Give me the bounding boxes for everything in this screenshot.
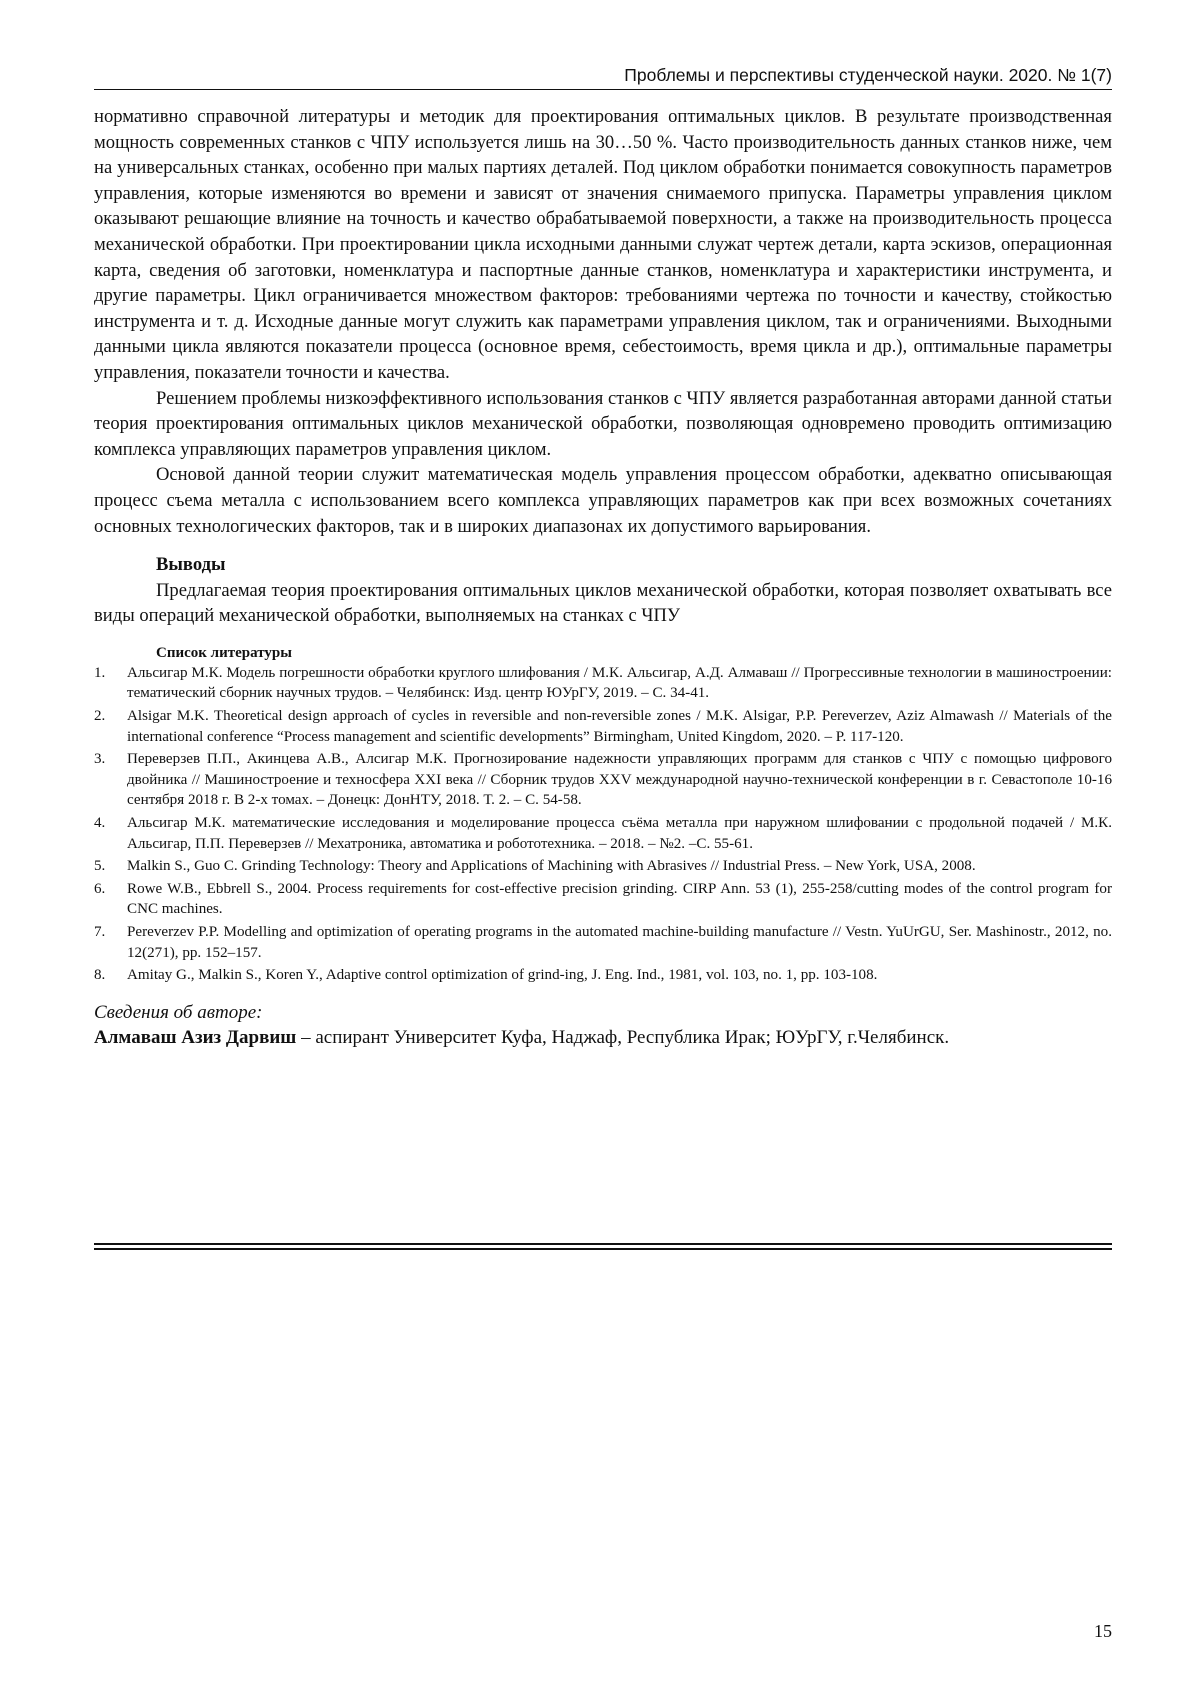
reference-text: Amitay G., Malkin S., Koren Y., Adaptive control optimization of grind-ing, J. Eng. Ind., 1981, vol. 103, no. 1, pp. 103-108. (127, 967, 878, 984)
reference-item (94, 813, 1112, 854)
reference-text: Pereverzev P.P. Modelling and optimization of operating programs in the automated machine-building manufacture // Vestn. YuUrGU, Ser. Mashinostr., 2012, no. 12(271), pp. 152–157. (127, 924, 1112, 961)
author-name: Алмаваш Азиз Дарвиш (94, 1026, 297, 1048)
reference-text: Переверзев П.П., Акинцева А.В., Алсигар М.К. Прогнозирование надежности управляющих программ для станков с ЧПУ с помощью цифрового двойника // Машиностроение и техносфера XXI века // Сборник трудов XXV международной научно-технической конференции в г. Севастополе 10-16 сентября 2018 г. В 2-х томах. – Донецк: ДонНТУ, 2018. Т. 2. – С. 54-58. (127, 751, 1112, 809)
header-rule (94, 89, 1112, 90)
reference-number: 8. (94, 967, 106, 984)
conclusions-title: Выводы (156, 554, 226, 576)
reference-item (94, 965, 1112, 986)
reference-number: 4. (94, 815, 106, 832)
reference-number: 7. (94, 924, 106, 940)
author-description: – аспирант Университет Куфа, Наджаф, Республика Ирак; ЮУрГУ, г.Челябинск. (296, 1026, 950, 1048)
reference-text: Альсигар М.К. Модель погрешности обработки круглого шлифования / М.К. Альсигар, А.Д. Алмаваш // Прогрессивные технологии в машиностроении: тематический сборник научных трудов. – Челябинск: Изд. центр ЮУрГУ, 2019. – С. 34-41. (127, 664, 1112, 702)
page-content (94, 104, 1112, 1050)
body-paragraph-1: нормативно справочной литературы и методик для проектирования оптимальных циклов. В результате производственная мощность современных станков с ЧПУ используется лишь на 30…50 %. Часто производительность данных станков ниже, чем на универсальных станках, особенно при малых партиях деталей. Под циклом обработки понимается совокупность параметров управления, которые изменяются во времени и зависят от значения снимаемого припуска. Параметры управления циклом оказывают решающие влияние на точность и качество обрабатываемой поверхности, а также на производительность процесса механической обработки. При проектировании цикла исходными данными служат чертеж детали, карта эскизов, операционная карта, сведения об заготовки, номенклатура и паспортные данные станков, номенклатура и характеристики инструмента, и другие параметры. Цикл ограничивается множеством факторов: требованиями чертежа по точности и качеству, стойкостью инструмента и т. д. Исходные данные могут служить как параметрами управления циклом, так и ограничениями. Выходными данными цикла являются показатели процесса (основное время, себестоимость, время цикла и др.), оптимальные параметры управления, показатели точности и качества. (94, 106, 1112, 383)
reference-item (94, 922, 1112, 963)
reference-item (94, 856, 1112, 877)
reference-item (94, 706, 1112, 747)
reference-text: Альсигар М.К. математические исследования и моделирование процесса съёма металла при наружном шлифовании с продольной подачей / М.К. Альсигар, П.П. Переверзев // Мехатроника, автоматика и робототехника. – 2018. – №2. –С. 55-61. (127, 815, 1112, 852)
reference-number: 1. (94, 664, 106, 681)
footer-double-rule (94, 1243, 1112, 1250)
reference-item (94, 663, 1112, 704)
author-info (94, 1025, 1112, 1050)
author-heading: Сведения об авторе: (94, 1001, 263, 1023)
footer-rule-bottom (94, 1248, 1112, 1250)
reference-text: Alsigar M.K. Theoretical design approach of cycles in reversible and non-reversible zones / M.K. Alsigar, P.P. Pereverzev, Aziz Almawash // Materials of the international conference “Process management and scientific developments” Birmingham, United Kingdom, 2020. – P. 117-120. (127, 708, 1112, 745)
conclusions-paragraph: Предлагаемая теория проектирования оптимальных циклов механической обработки, которая позволяет охватывать все виды операций механической обработки, выполняемых на станках с ЧПУ (94, 579, 1112, 627)
body-paragraph-2: Решением проблемы низкоэффективного использования станков с ЧПУ является разработанная авторами данной статьи теория проектирования оптимальных циклов механической обработки, позволяющая одновремено проводить оптимизацию комплекса управляющих параметров управления циклом. (94, 387, 1112, 460)
reference-item (94, 879, 1112, 920)
reference-number: 2. (94, 708, 106, 725)
body-paragraph-3: Основой данной теории служит математическая модель управления процессом обработки, адекватно описывающая процесс съема металла с использованием всего комплекса управляющих параметров как при всех возможных сочетаниях основных технологических факторов, так и в широких диапазонах их допустимого варьирования. (94, 464, 1112, 537)
reference-number: 6. (94, 880, 106, 897)
reference-item (94, 749, 1112, 811)
page-number: 15 (1094, 1621, 1112, 1641)
reference-number: 5. (94, 858, 106, 875)
reference-number: 3. (94, 751, 106, 768)
reference-text: Malkin S., Guo C. Grinding Technology: Theory and Applications of Machining with Abrasives // Industrial Press. – New York, USA, 2008. (127, 858, 976, 875)
references-list (94, 663, 1112, 986)
running-header: Проблемы и перспективы студенческой науки. 2020. № 1(7) (624, 65, 1112, 85)
references-title: Список литературы (156, 644, 292, 661)
reference-text: Rowe W.B., Ebbrell S., 2004. Process requirements for cost-effective precision grinding. CIRP Ann. 53 (1), 255-258/cutting modes of the control program for CNC machines. (127, 880, 1112, 918)
footer-rule-top (94, 1243, 1112, 1245)
